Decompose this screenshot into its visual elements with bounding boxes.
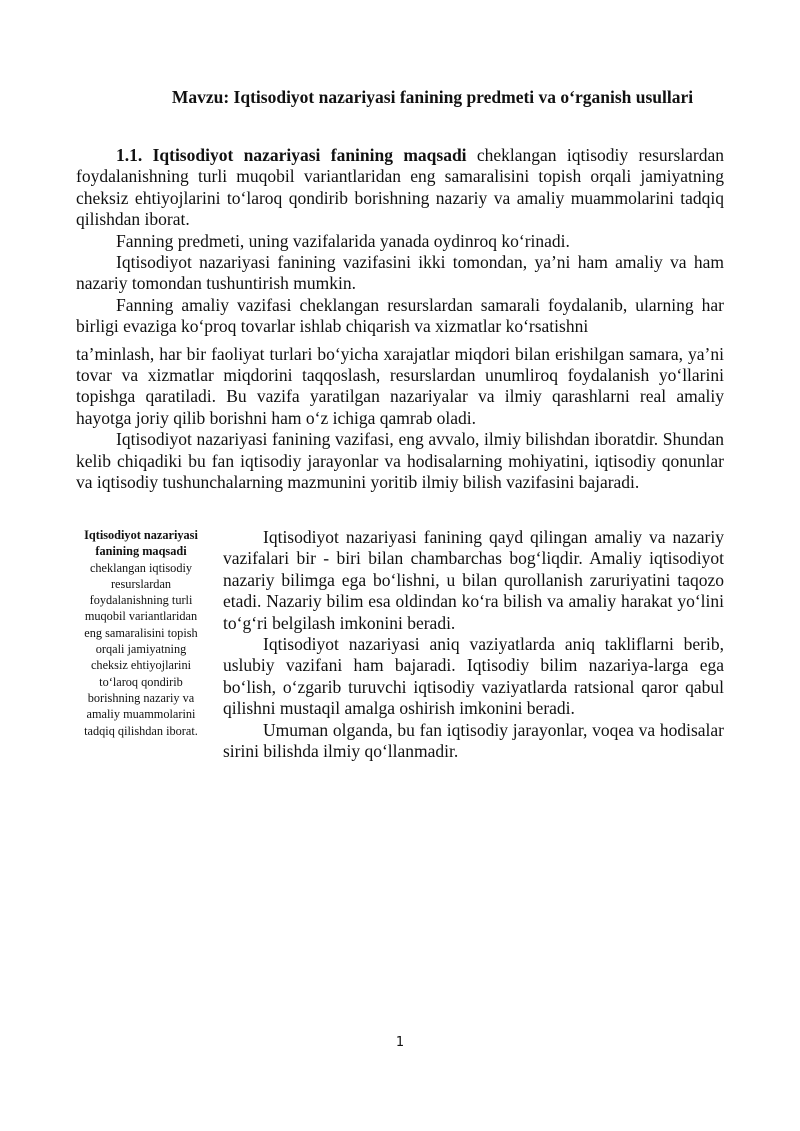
sidebar-note-text: cheklangan iqtisodiy resurslardan foydalanishning turli muqobil variantlaridan eng samaralisini topish orqali jamiyatning cheksiz ehtiyojlarini to‘laroq qondirib borishning nazariy va amaliy muammolarini tadqiq qilishdan iborat.: [84, 560, 198, 738]
paragraph-methodology: Iqtisodiyot nazariyasi aniq vaziyatlarda aniq takliflarni berib, uslubiy vazifani ham bajaradi. Iqtisodiy bilim nazariya-larga ega bo‘lish, o‘zgarib turuvchi iqtisodiy vaziyatlarda ratsional qaror qabul qilishni mustaqil amalga oshirish imkonini beradi.: [223, 634, 724, 719]
document-title: Mavzu: Iqtisodiyot nazariyasi fanining predmeti va o‘rganish usullari: [171, 87, 694, 107]
paragraph-conclusion: Umuman olganda, bu fan iqtisodiy jarayonlar, voqea va hodisalar sirini bilishda ilmiy qo‘llanmadir.: [223, 719, 724, 762]
paragraph-scientific-task: Iqtisodiyot nazariyasi fanining vazifasi, eng avvalo, ilmiy bilishdan iboratdir. Shundan kelib chiqadiki bu fan iqtisodiy jarayonlar va hodisalarning mohiyatini, iqtisodiy qonunlar va iqtisodiy tushunchalarning mazmunini yoritib ilmiy bilish vazifasini bajaradi.: [76, 429, 724, 493]
paragraph-practical-task-continued: ta’minlash, har bir faoliyat turlari bo‘yicha xarajatlar miqdori bilan erishilgan samara, ya’ni tovar va xizmatlar miqdorini taqqoslash, resurslardan unumliroq foydalanish yo‘llarini topishga qaratiladi. Bu vazifa yaratilgan nazariyalar va ilmiy qarashlarni real amaliy hayotga joriy qilib borishni ham o‘z ichiga qamrab oladi.: [76, 343, 724, 428]
paragraph-relationship: Iqtisodiyot nazariyasi fanining qayd qilingan amaliy va nazariy vazifalari bir - biri bilan chambarchas bog‘liqdir. Amaliy iqtisodiyot nazariy bilimga ega bo‘lishni, u bilan qurollanish zaruriyatini taqozo etadi. Nazariy bilim esa oldindan ko‘ra bilish va amaliy harakat yo‘lini to‘g‘ri belgilash imkonini beradi.: [223, 527, 724, 633]
main-text: [76, 145, 724, 494]
paragraph-goal: [76, 145, 724, 231]
paragraph-tasks: Iqtisodiyot nazariyasi fanining vazifasini ikki tomondan, ya’ni ham amaliy va ham nazariy tomondan tushuntirish mumkin.: [76, 252, 724, 294]
paragraph-goal-heading: 1.1. Iqtisodiyot nazariyasi fanining maqsadi: [116, 145, 467, 165]
paragraph-practical-task: Fanning amaliy vazifasi cheklangan resurslardan samarali foydalanib, ularning har birligi evaziga ko‘proq tovarlar ishlab chiqarish va xizmatlar ko‘rsatishni: [76, 294, 724, 337]
paragraph-goal-text: cheklangan iqtisodiy resurslardan foydalanishning turli muqobil variantlaridan eng samaralisini topish orqali jamiyatning cheksiz ehtiyojlarini to‘laroq qondirib borishning nazariy va amaliy muammolarini tadqiq qilishdan iborat.: [76, 145, 724, 230]
page-number: 1: [395, 1035, 405, 1050]
sidebar-note-heading: Iqtisodiyot nazariyasi fanining maqsadi: [84, 528, 198, 559]
sidebar-note: [76, 527, 206, 739]
paragraph-subject: Fanning predmeti, uning vazifalarida yanada oydinroq ko‘rinadi.: [116, 230, 570, 251]
right-column-text: [223, 527, 724, 762]
